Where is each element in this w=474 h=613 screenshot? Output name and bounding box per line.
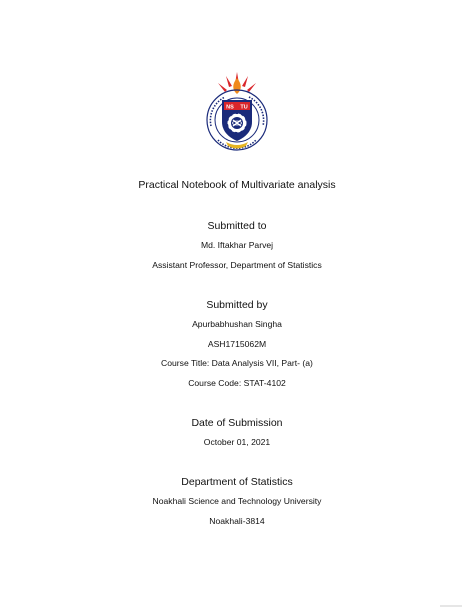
- footer-mark: [440, 605, 462, 607]
- document-title: Practical Notebook of Multivariate analysis: [138, 179, 336, 191]
- course-code: Course Code: STAT-4102: [188, 378, 286, 388]
- course-title: Course Title: Data Analysis VII, Part- (a): [161, 358, 313, 368]
- logo-abbr-left: NS: [226, 104, 234, 111]
- gear-icon: [228, 114, 246, 132]
- student-name: Apurbabhushan Singha: [192, 319, 282, 329]
- department-heading: Department of Statistics: [181, 476, 293, 488]
- submission-date-heading: Date of Submission: [191, 417, 283, 429]
- submission-date: October 01, 2021: [203, 437, 271, 447]
- flame-rays-icon: [218, 72, 256, 94]
- logo-abbr-right: TU: [240, 104, 248, 111]
- supervisor-designation: Assistant Professor, Department of Statistics: [152, 260, 322, 270]
- supervisor-name: Md. Iftakhar Parvej: [200, 240, 274, 250]
- university-name: Noakhali Science and Technology University: [152, 496, 322, 506]
- submitted-to-heading: Submitted to: [207, 220, 267, 232]
- university-logo: [200, 70, 274, 160]
- student-id: ASH1715062M: [207, 339, 267, 349]
- university-location: Noakhali-3814: [209, 516, 265, 526]
- submitted-by-heading: Submitted by: [206, 299, 268, 311]
